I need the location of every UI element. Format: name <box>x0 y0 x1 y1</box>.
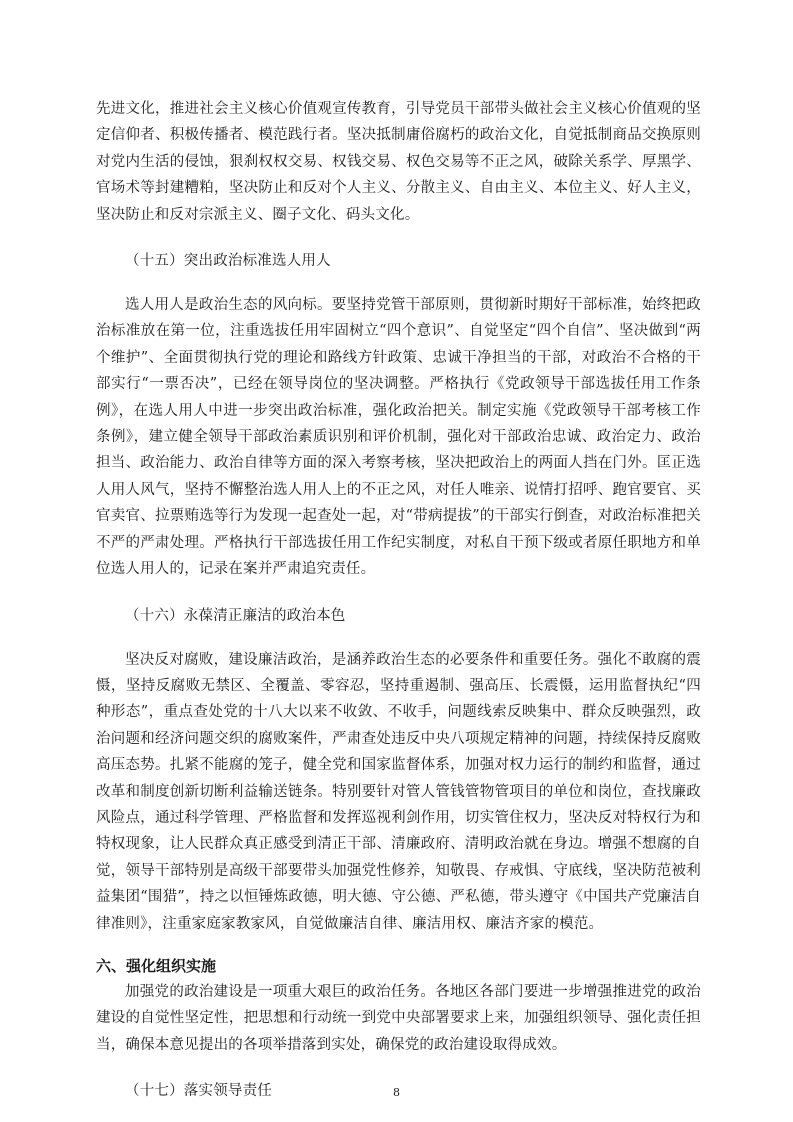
paragraph-cadre-selection: 选人用人是政治生态的风向标。要坚持党管干部原则，贯彻新时期好干部标准，始终把政治标准放在第一位，注重选拔任用牢固树立“四个意识”、自觉坚定“四个自信”、坚决做到“两个维护”、全面贯彻执行党的理论和路线方针政策、忠诚干净担当的干部，对政治不合格的干部实行“一票否决”，已经在领导岗位的坚决调整。严格执行《党政领导干部选拔任用工作条例》，在选人用人中进一步突出政治标准，强化政治把关。制定实施《党政领导干部考核工作条例》，建立健全领导干部政治素质识别和评价机制，强化对干部政治忠诚、政治定力、政治担当、政治能力、政治自律等方面的深入考察考核，坚决把政治上的两面人挡在门外。匡正选人用人风气，坚持不懈整治选人用人上的不正之风，对任人唯亲、说情打招呼、跑官要官、买官卖官、拉票贿选等行为发现一起查处一起，对“带病提拔”的干部实行倒查，对政治标准把关不严的严肃处理。严格执行干部选拔任用工作纪实制度，对私自干预下级或者原任职地方和单位选人用人的，记录在案并严肃追究责任。 <box>96 297 701 578</box>
page-number: 8 <box>393 1086 400 1099</box>
document-body <box>96 96 701 1104</box>
subheading-15: （十五）突出政治标准选人用人 <box>125 253 331 270</box>
paragraph-political-culture: 先进文化，推进社会主义核心价值观宣传教育，引导党员干部带头做社会主义核心价值观的坚定信仰者、积极传播者、模范践行者。坚决抵制庸俗腐朽的政治文化，自觉抵制商品交换原则对党内生活的侵蚀，狠刹权权交易、权钱交易、权色交易等不正之风，破除关系学、厚黑学、官场术等封建糟粕，坚决防止和反对个人主义、分散主义、自由主义、本位主义、好人主义，坚决防止和反对宗派主义、圈子文化、码头文化。 <box>96 101 701 223</box>
subheading-17: （十七）落实领导责任 <box>125 1083 272 1100</box>
subheading-16: （十六）永葆清正廉洁的政治本色 <box>125 607 346 624</box>
paragraph-organization: 加强党的政治建设是一项重大艰巨的政治任务。各地区各部门要进一步增强推进党的政治建设的自觉性坚定性，把思想和行动统一到党中央部署要求上来，加强组织领导、强化责任担当，确保本意见提出的各项举措落到实处，确保党的政治建设取得成效。 <box>96 983 701 1053</box>
paragraph-anti-corruption: 坚决反对腐败，建设廉洁政治，是涵养政治生态的必要条件和重要任务。强化不敢腐的震慑，坚持反腐败无禁区、全覆盖、零容忍，坚持重遏制、强高压、长震慑，运用监督执纪“四种形态”，重点查处党的十八大以来不收敛、不收手，问题线索反映集中、群众反映强烈，政治问题和经济问题交织的腐败案件，严肃查处违反中央八项规定精神的问题，持续保持反腐败高压态势。扎紧不能腐的笼子，健全党和国家监督体系，加强对权力运行的制约和监督，通过改革和制度创新切断利益输送链条。特别要针对管人管钱管物管项目的单位和岗位，查找廉政风险点，通过科学管理、严格监督和发挥巡视利剑作用，切实管住权力，坚决反对特权行为和特权现象，让人民群众真正感受到清正干部、清廉政府、清明政治就在身边。增强不想腐的自觉，领导干部特别是高级干部要带头加强党性修养，知敬畏、存戒惧、守底线，坚决防范被利益集团“围猎”，持之以恒锤炼政德，明大德、守公德、严私德，带头遵守《中国共产党廉洁自律准则》，注重家庭家教家风，自觉做廉洁自律、廉洁用权、廉洁齐家的模范。 <box>96 651 701 932</box>
section-heading-6: 六、强化组织实施 <box>96 956 217 975</box>
